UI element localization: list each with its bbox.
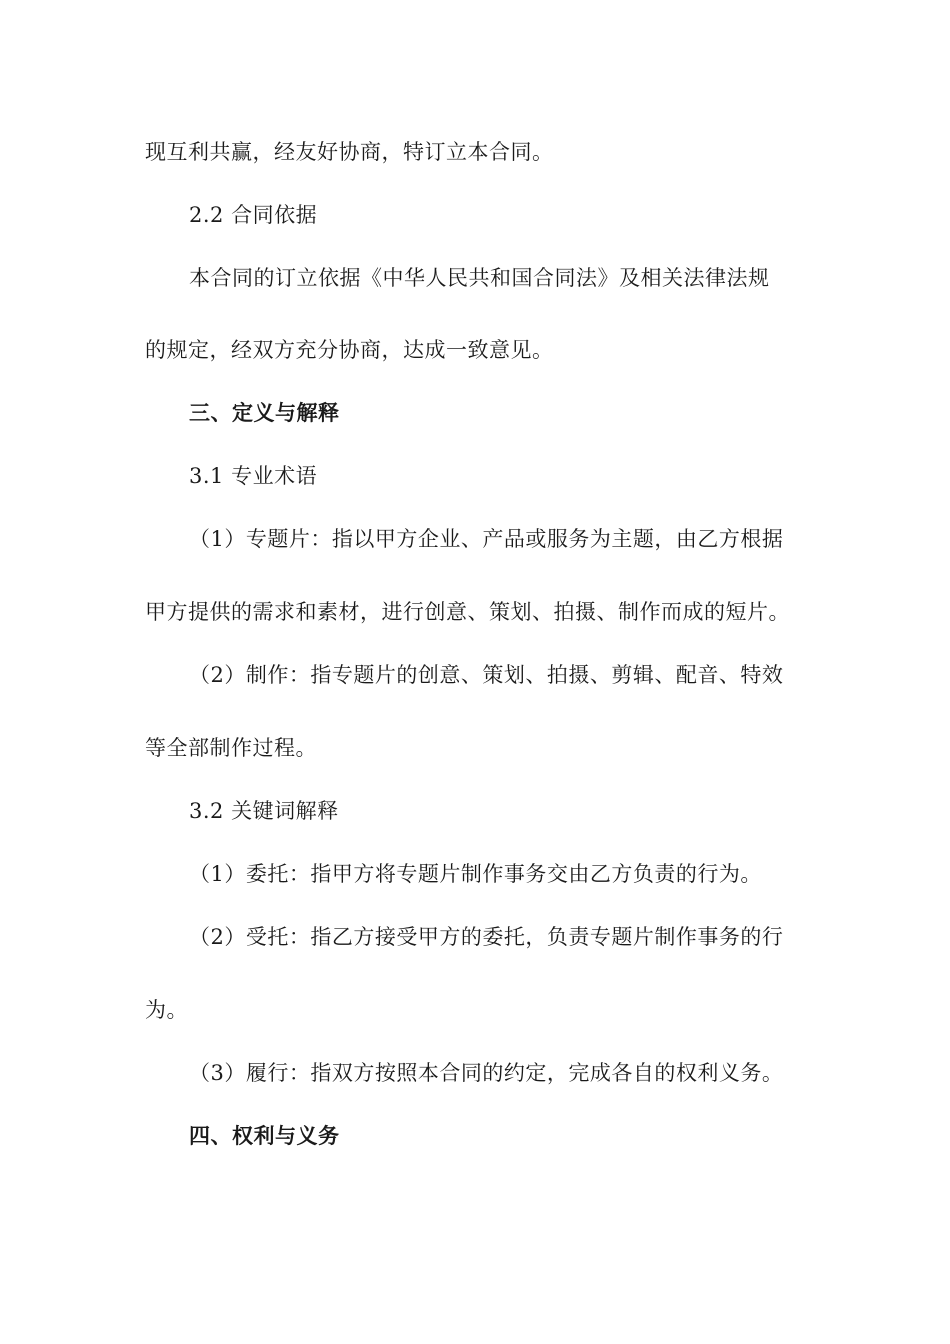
section-heading-3-2: 3.2 关键词解释	[189, 799, 339, 823]
paragraph-line: 甲方提供的需求和素材，进行创意、策划、拍摄、制作而成的短片。	[145, 600, 790, 624]
paragraph-line: （1）委托：指甲方将专题片制作事务交由乙方负责的行为。	[189, 862, 762, 886]
paragraph-line: （1）专题片：指以甲方企业、产品或服务为主题，由乙方根据	[189, 527, 784, 551]
paragraph-line: （2）受托：指乙方接受甲方的委托，负责专题片制作事务的行	[189, 925, 784, 949]
paragraph-line: 现互利共赢，经友好协商，特订立本合同。	[145, 140, 554, 164]
paragraph-line: （2）制作：指专题片的创意、策划、拍摄、剪辑、配音、特效	[189, 663, 784, 687]
chapter-heading-4: 四、权利与义务	[189, 1123, 340, 1148]
chapter-heading-3: 三、定义与解释	[189, 400, 340, 425]
paragraph-line: 本合同的订立依据《中华人民共和国合同法》及相关法律法规	[189, 266, 770, 290]
section-heading-2-2: 2.2 合同依据	[189, 203, 318, 227]
paragraph-line: 等全部制作过程。	[145, 736, 317, 760]
paragraph-line: （3）履行：指双方按照本合同的约定，完成各自的权利义务。	[189, 1061, 784, 1085]
paragraph-line: 为。	[145, 998, 188, 1022]
section-heading-3-1: 3.1 专业术语	[189, 464, 318, 488]
paragraph-line: 的规定，经双方充分协商，达成一致意见。	[145, 338, 554, 362]
